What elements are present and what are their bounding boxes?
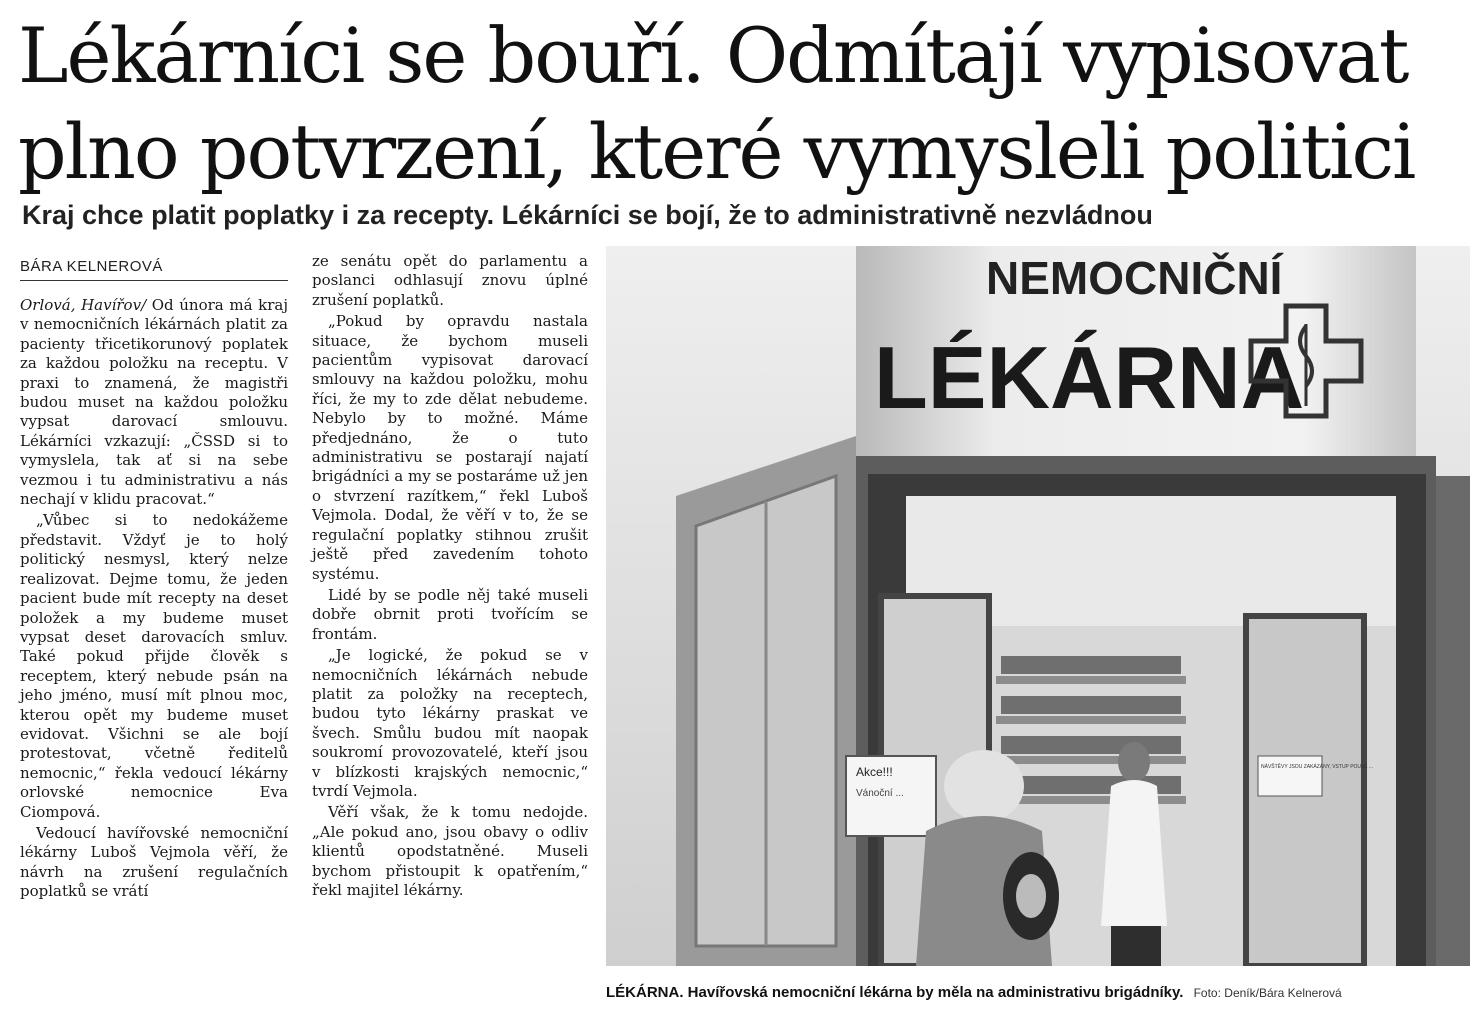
headline-line-2: plno potvrzení, které vymysleli politici bbox=[18, 107, 1415, 196]
paragraph: Lidé by se podle něj také museli dobře obrnit proti tvořícím se frontám. bbox=[312, 585, 588, 643]
paragraph: „Vůbec si to nedokážeme představit. Vždyť je to holý politický nesmysl, který nelze realizovat. Dejme tomu, že jeden pacient bude mít recepty na deset položek a my budeme muset vypsat deset darovacích smluv. Také pokud přijde člověk s receptem, který nebude psán na jeho jméno, musí mít plnou moc, kterou opět my budeme muset evidovat. Všichni se ale bojí protestovat, včetně ředitelů nemocnic,“ řekla vedoucí lékárny orlovské nemocnice Eva Ciompová. bbox=[20, 511, 288, 821]
article-column-2 bbox=[312, 252, 588, 902]
poster-text: Vánoční ... bbox=[856, 788, 904, 799]
author-byline: BÁRA KELNEROVÁ bbox=[20, 257, 288, 281]
dateline: Orlová, Havířov/ bbox=[20, 296, 147, 314]
sign-text-line-2: LÉKÁRNA bbox=[874, 328, 1305, 427]
headline-line-1: Lékárníci se bouří. Odmítají vypisovat bbox=[18, 11, 1408, 100]
article-subheadline: Kraj chce platit poplatky i za recepty. Lékárníci se bojí, že to administrativně nezvládnou bbox=[22, 200, 1153, 230]
paragraph: „Je logické, že pokud se v nemocničních lékárnách nebude platit za položky na receptech, budou tyto lékárny praskat ve švech. Smůlu budou mít naopak soukromí provozovatelé, kteří jsou v blízkosti krajských nemocnic,“ tvrdí Vejmola. bbox=[312, 646, 588, 800]
pharmacy-photo bbox=[606, 246, 1470, 966]
photo-credit: Foto: Deník/Bára Kelnerová bbox=[1193, 986, 1342, 1000]
caption-lead: LÉKÁRNA. bbox=[606, 984, 684, 1001]
article-column-1 bbox=[20, 296, 288, 904]
pharmacy-photo-graphic bbox=[606, 246, 1470, 966]
paragraph bbox=[20, 296, 288, 509]
article-headline bbox=[18, 8, 1468, 200]
paragraph: ze senátu opět do parlamentu a poslanci odhlasují znovu úplné zrušení poplatků. bbox=[312, 252, 588, 309]
notice-text: NÁVŠTĚVY JSOU ZAKÁZÁNY, VSTUP POUZE ... bbox=[1261, 764, 1373, 770]
sign-text-line-1: NEMOCNIČNÍ bbox=[986, 252, 1283, 304]
caption-text: Havířovská nemocniční lékárna by měla na administrativu brigádníky. bbox=[687, 984, 1184, 1001]
paragraph-text: Od února má kraj v nemocničních lékárnách platit za pacienty třicetikorunový poplatek za každou položku na receptu. V praxi to znamená, že magistři budou muset na každou položku vypsat darovací smlouvu. Lékárníci vzkazují: „ČSSD si to vymyslela, tak ať si na sebe vezmou i tu administrativu a nás nechají v klidu pracovat.“ bbox=[20, 296, 288, 509]
poster-title: Akce!!! bbox=[856, 765, 893, 779]
paragraph: „Pokud by opravdu nastala situace, že bychom museli pacientům vypisovat darovací smlouvy na každou položku, mohu říci, že my to zde dělat nebudeme. Nebylo by to možné. Máme předjednáno, že o tuto administrativu se postarají najatí brigádníci a my se postaráme už jen o stvrzení razítkem,“ řekl Luboš Vejmola. Dodal, že věří v to, že se regulační poplatky stihnou zrušit ještě před zavedením tohoto systému. bbox=[312, 312, 588, 583]
paragraph: Věří však, že k tomu nedojde. „Ale pokud ano, jsou obavy o odliv klientů opodstatněné. Museli bychom přistoupit k opatřením,“ řekl majitel lékárny. bbox=[312, 803, 588, 899]
photo-caption bbox=[606, 983, 1470, 1003]
paragraph: Vedoucí havířovské nemocniční lékárny Luboš Vejmola věří, že návrh na zrušení regulačních poplatků se vrátí bbox=[20, 823, 288, 901]
